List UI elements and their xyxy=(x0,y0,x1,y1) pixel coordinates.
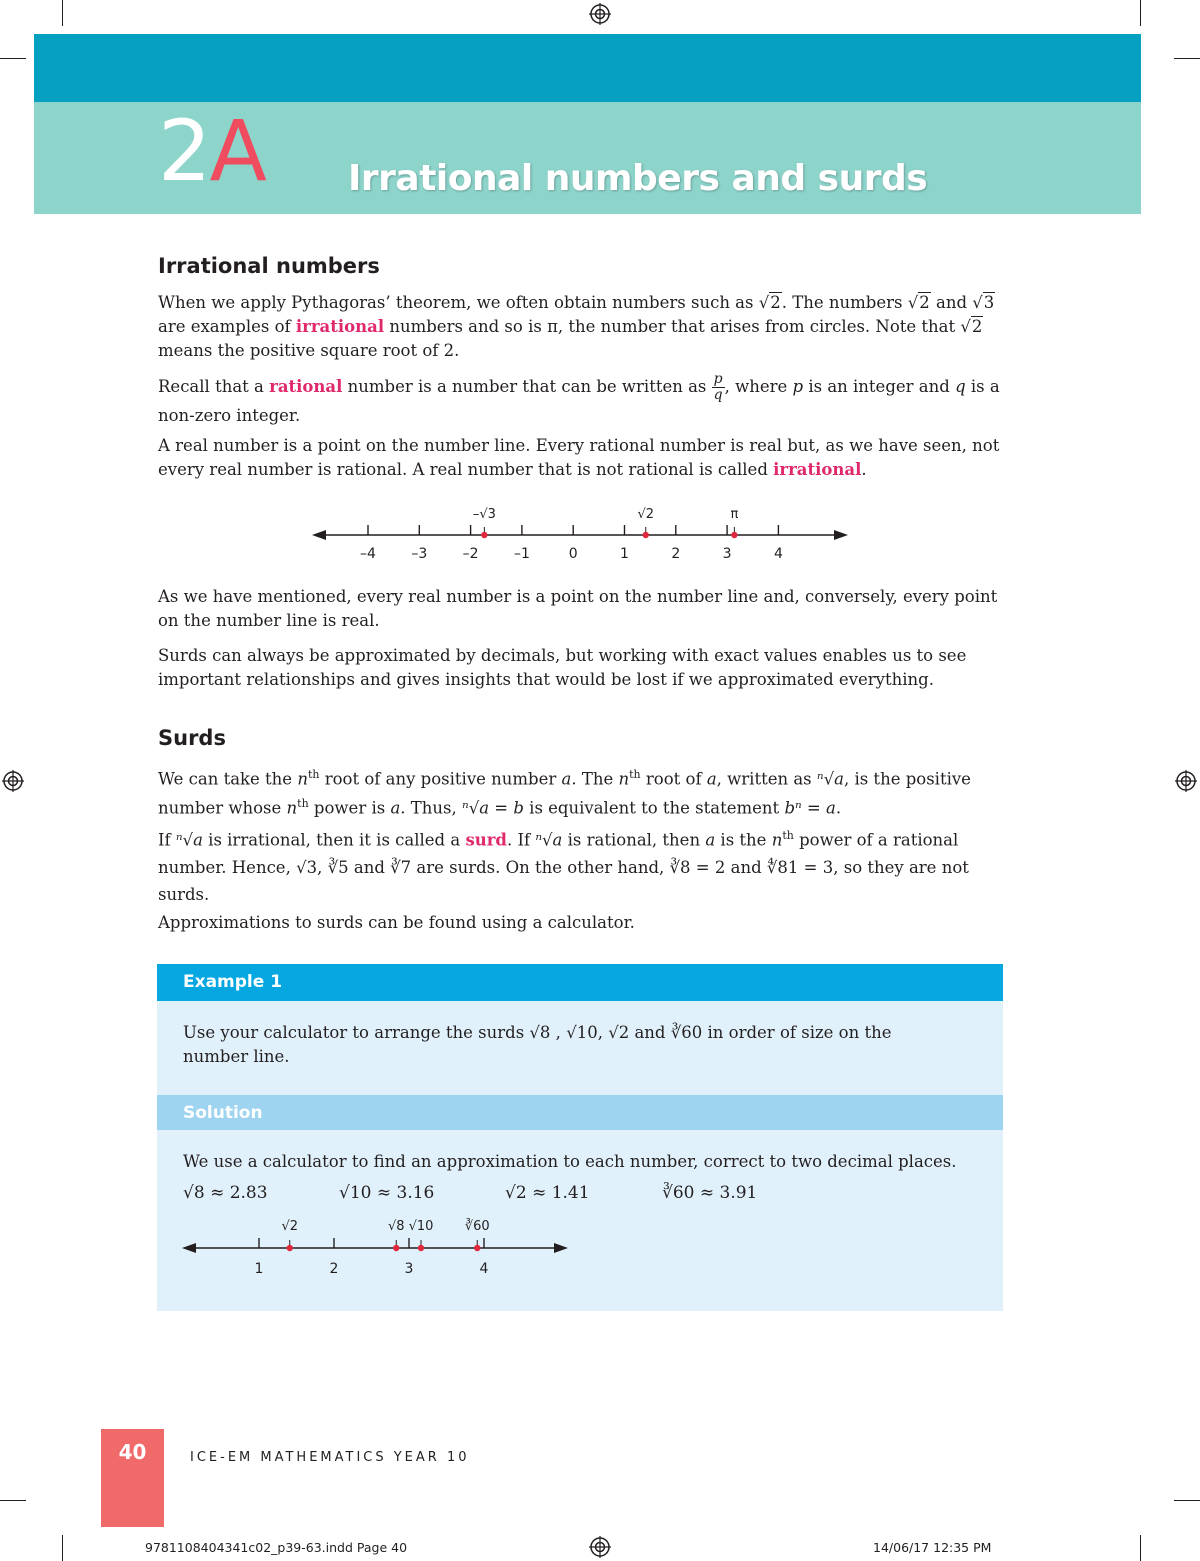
paragraph-approximations: Surds can always be approximated by decimals, but working with exact values enables us to see important relationships and gives insights that would be lost if we approximated everything. xyxy=(158,646,967,689)
key-term-irrational-2: irrational xyxy=(773,460,862,479)
tick-label: 1 xyxy=(254,1261,264,1277)
arrow-left-icon xyxy=(312,530,326,540)
tick-label: 1 xyxy=(620,546,629,562)
number-line-real xyxy=(300,498,860,570)
solution-header xyxy=(157,1095,1003,1130)
example-question: Use your calculator to arrange the surds √8 , √10, √2 and ∛60 in order of size on the number line. xyxy=(183,1023,892,1066)
point-label: π xyxy=(730,507,739,522)
heading-irrational-numbers: Irrational numbers xyxy=(158,254,380,278)
point-dot xyxy=(643,532,649,538)
paragraph-surd-definition: If ⁿ√a is irrational, then it is called a surd. If ⁿ√a is rational, then a is the $n^{th}$ power of a rational number. Hence, √3, ∛5 and ∛7 are surds. On the other hand, ∛8 = 2 and ∜81 = 3, so they are not surds. xyxy=(158,829,969,904)
paragraph-pythagoras: When we apply Pythagoras’ theorem, we often obtain numbers such as √2. The numbers √2 and √3 are examples of irrational numbers and so is π, the number that arises from circles. Note that √2 means the positive square root of 2. xyxy=(158,293,995,360)
crop-mark xyxy=(1140,1535,1141,1561)
solution-title: Solution xyxy=(183,1103,263,1123)
tick-label: 0 xyxy=(568,546,578,562)
key-term-surd: surd xyxy=(465,830,507,850)
file-slug: 9781108404341c02_p39-63.indd Page 40 xyxy=(145,1540,408,1555)
registration-mark-icon xyxy=(589,3,611,25)
book-title: ICE-EM MATHEMATICS YEAR 10 xyxy=(190,1450,470,1465)
approximation-1: √8 ≈ 2.83 xyxy=(183,1183,268,1203)
tick-label: –1 xyxy=(513,546,530,562)
section-digit: 2 xyxy=(158,102,210,200)
example-body xyxy=(157,1001,1003,1095)
page-number: 40 xyxy=(118,1440,147,1464)
crop-mark xyxy=(1140,0,1141,26)
point-label: √2 xyxy=(281,1219,299,1234)
section-number xyxy=(158,96,265,206)
crop-mark xyxy=(1174,58,1200,59)
section-letter: A xyxy=(209,102,265,200)
arrow-right-icon xyxy=(834,530,848,540)
point-dot xyxy=(418,1245,424,1251)
tick-label: 4 xyxy=(479,1261,489,1277)
point-label: ∛60 xyxy=(464,1219,490,1234)
registration-mark-icon xyxy=(1175,770,1197,792)
crop-mark xyxy=(0,1500,26,1501)
timestamp: 14/06/17 12:35 PM xyxy=(873,1540,992,1555)
paragraph-rational: Recall that a rational number is a number that can be written as $\frac{p}{q}$ , where p is an integer and q is a non-zero integer. xyxy=(158,371,1000,425)
section-title: Irrational numbers and surds xyxy=(348,158,928,199)
paragraph-real-numbers: A real number is a point on the number line. Every rational number is real but, as we have seen, not every real number is rational. A real number that is not rational is called irrational. xyxy=(158,436,1000,479)
key-term-irrational: irrational xyxy=(295,317,385,336)
point-label: –√3 xyxy=(472,507,496,522)
point-dot xyxy=(393,1245,399,1251)
point-dot xyxy=(287,1245,293,1251)
tick-label: –4 xyxy=(360,546,376,562)
paragraph-conversely: As we have mentioned, every real number is a point on the number line and, conversely, every point on the number line is real. xyxy=(158,587,998,630)
heading-surds: Surds xyxy=(158,726,226,750)
crop-mark xyxy=(62,1535,63,1561)
approximation-3: √2 ≈ 1.41 xyxy=(505,1183,590,1203)
tick-label: –3 xyxy=(411,546,428,562)
number-line-surds xyxy=(170,1216,580,1286)
registration-mark-icon xyxy=(589,1536,611,1558)
tick-label: 3 xyxy=(404,1261,414,1277)
arrow-left-icon xyxy=(182,1243,196,1253)
crop-mark xyxy=(62,0,63,26)
point-dot xyxy=(474,1245,480,1251)
tick-label: 4 xyxy=(773,546,783,562)
paragraph-calculator: Approximations to surds can be found using a calculator. xyxy=(158,913,635,932)
solution-intro: We use a calculator to find an approximation to each number, correct to two decimal places. xyxy=(183,1152,957,1171)
point-label: √2 xyxy=(637,507,655,522)
arrow-right-icon xyxy=(554,1243,568,1253)
point-dot xyxy=(731,532,737,538)
tick-label: 2 xyxy=(329,1261,339,1277)
approximation-2: √10 ≈ 3.16 xyxy=(339,1183,435,1203)
example-header xyxy=(157,964,1003,1001)
example-title: Example 1 xyxy=(183,972,283,992)
key-term-rational: rational xyxy=(269,377,343,396)
point-label: √10 xyxy=(408,1219,434,1234)
tick-label: 2 xyxy=(671,546,681,562)
approximation-4: ∛60 ≈ 3.91 xyxy=(662,1183,758,1203)
registration-mark-icon xyxy=(2,770,24,792)
point-label: √8 xyxy=(387,1219,405,1234)
crop-mark xyxy=(0,58,26,59)
fraction-p-over-q: $\frac{p}{q}$ xyxy=(713,371,723,403)
point-dot xyxy=(481,532,487,538)
paragraph-nth-root: We can take the $n^{th}$ root of any positive number a. The $n^{th}$ root of a, written as ⁿ√a, is the positive number whose $n^{th}$ power is a. Thus, ⁿ√a = b is equivalent to the statement bⁿ = a. xyxy=(158,768,971,817)
crop-mark xyxy=(1174,1500,1200,1501)
tick-label: –2 xyxy=(462,546,479,562)
header-band-top xyxy=(34,34,1141,102)
tick-label: 3 xyxy=(722,546,732,562)
